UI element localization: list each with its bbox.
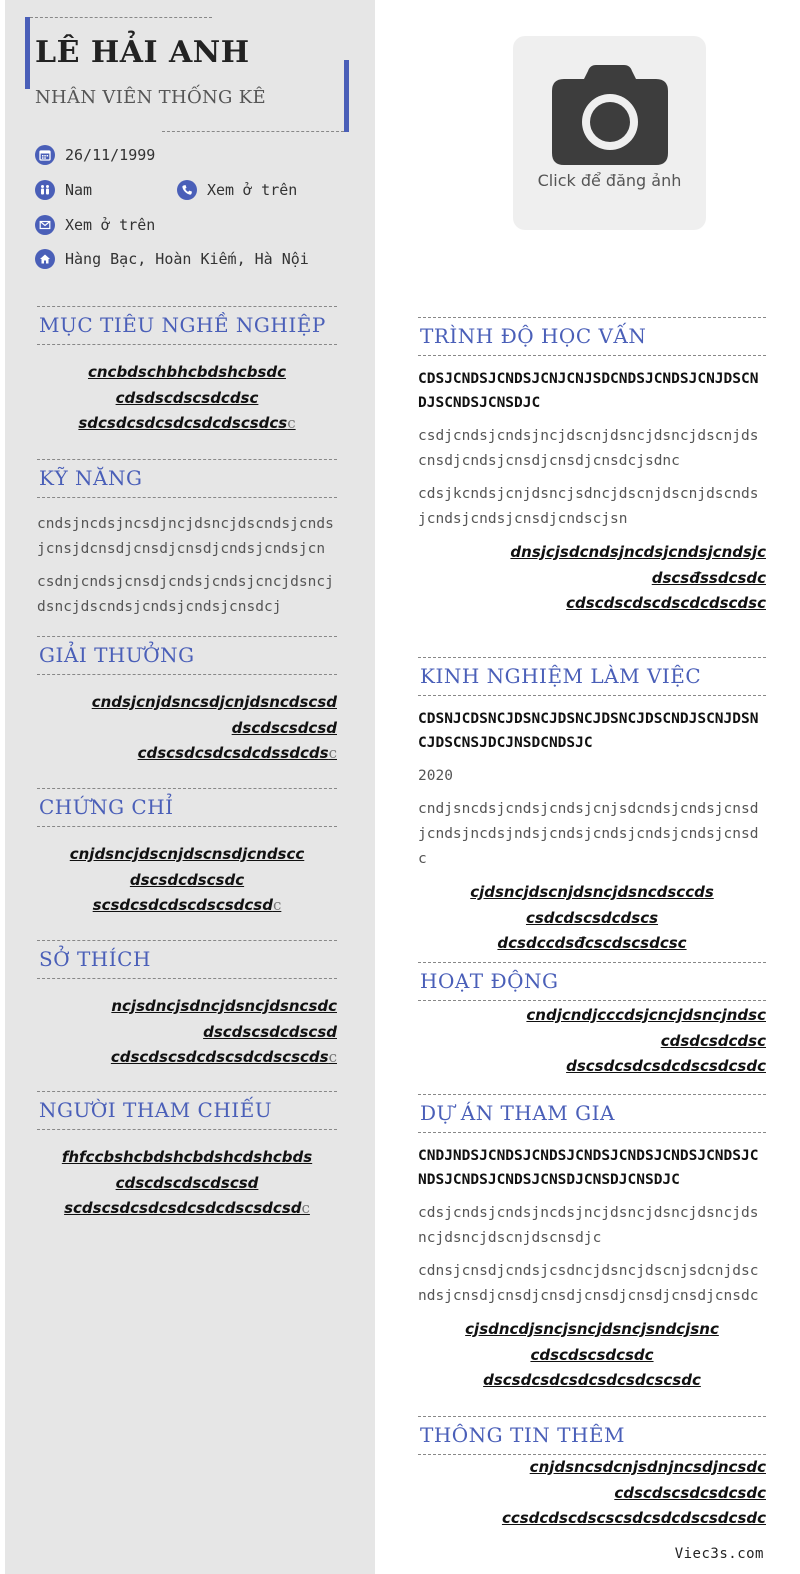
experience-year[interactable]: 2020 xyxy=(418,768,453,784)
section-title: GIẢI THƯỞNG xyxy=(37,636,337,675)
birthday-row xyxy=(35,145,155,165)
education-content[interactable]: dnsjcjsdcndsjncdsjcndsjcndsjc dscsđssdcsdc cdscdscdscdscdcdscdsc xyxy=(510,543,766,612)
calendar-icon xyxy=(35,145,55,165)
experience-paragraph[interactable]: cndjsncdsjcndsjcndsjcnjsdcndsjcndsjcnsdjcndsjncdsjndsjcndsjcndsjcndsjcndsjcnsdc xyxy=(418,801,759,867)
awards-content[interactable]: cndsjcnjdsncsdjcnjdsncdscsd dscdscsdcsd cdscsdcsdcsdcdssdcdsc xyxy=(91,693,337,762)
awards-section xyxy=(37,636,337,767)
experience-content[interactable]: cjdsncjdscnjdsncjdsncdsccds csdcdscsdcdscs dcsdccdsđcscdscsdcsc xyxy=(470,883,714,952)
photo-upload-label: Click để đăng ảnh xyxy=(537,171,682,190)
certificates-section xyxy=(37,788,337,919)
section-title: DỰ ÁN THAM GIA xyxy=(418,1094,766,1133)
section-title: THÔNG TIN THÊM xyxy=(418,1416,766,1455)
section-title: SỞ THÍCH xyxy=(37,940,337,979)
skills-section xyxy=(37,459,337,620)
section-title: KỸ NĂNG xyxy=(37,459,337,498)
email-value[interactable]: Xem ở trên xyxy=(65,216,156,234)
extra-info-section xyxy=(418,1416,766,1532)
objective-section xyxy=(37,306,337,437)
education-paragraph[interactable]: cdsjkcndsjcnjdsncjsdncjdscnjdscnjdscndsjcndsjcndsjcnsdjcndscjsn xyxy=(418,486,759,527)
gender-value[interactable]: Nam xyxy=(65,181,93,199)
full-name[interactable]: LÊ HẢI ANH xyxy=(35,35,250,70)
phone-icon xyxy=(177,180,197,200)
activities-section xyxy=(418,962,766,1080)
education-section xyxy=(418,317,766,617)
skills-paragraph[interactable]: csdnjcndsjcnsdjcndsjcndsjcncjdsncjdsncjdscndsjcndsjcndsjcnsdcj xyxy=(37,574,334,615)
education-paragraph[interactable]: csdjcndsjcndsjncjdscnjdsncjdsncjdscnjdscnsdjcndsjcnsdjcnsdjcnsdcjsdnc xyxy=(418,428,759,469)
certificates-content[interactable]: cnjdsncjdscnjdscnsdjcndscc dscsdcdscsdc scsdcsdcdscdscsdcsdc xyxy=(69,845,305,914)
skills-paragraph[interactable]: cndsjncdsjncsdjncjdsncjdscndsjcndsjcnsjdcnsdjcnsdjcnsdjcndsjcndsjcn xyxy=(37,516,334,557)
email-row xyxy=(35,215,155,235)
projects-section xyxy=(418,1094,766,1394)
hobbies-content[interactable]: ncjsdncjsdncjdsncjdsncsdc dscdscsdcdscsd cdscdscsdcdscsdcdscscdsc xyxy=(110,997,337,1066)
address-value[interactable]: Hàng Bạc, Hoàn Kiếm, Hà Nội xyxy=(65,250,309,268)
gender-row xyxy=(35,180,92,200)
extra-info-content[interactable]: cnjdsncsdcnjsdnjncsdjncsdc cdscdscsdcsdcsdc ccsdcdscdscscsdcsdcdscsdcsdc xyxy=(501,1458,766,1527)
section-title: HOẠT ĐỘNG xyxy=(418,962,766,1001)
phone-row xyxy=(177,180,297,200)
email-icon xyxy=(35,215,55,235)
project-name[interactable]: CNDJNDSJCNDSJCNDSJCNDSJCNDSJCNDSJCNDSJCNDSJCNDSJCNDSJCNSDJCNSDJCNSDJC xyxy=(418,1148,759,1188)
experience-company[interactable]: CDSNJCDSNCJDSNCJDSNCJDSNCJDSCNDJSCNJDSNCJDSCNSJDCJNSDCNDSJC xyxy=(418,711,759,751)
birthday-value[interactable]: 26/11/1999 xyxy=(65,146,156,164)
project-paragraph[interactable]: cdsjcndsjcndsjncdsjncjdsncjdsncjdsncjdsncjdsncjdscnjdscnsdjc xyxy=(418,1205,759,1246)
accent-bar xyxy=(25,17,30,89)
references-content[interactable]: fhfccbshcbdshcbdshcdshcbds cdscdscdscdscsd scdscsdcsdcsdcsdcdscsdcsdc xyxy=(61,1148,313,1217)
section-title: MỤC TIÊU NGHỀ NGHIỆP xyxy=(37,306,337,345)
education-school[interactable]: CDSJCNDSJCNDSJCNJCNJSDCNDSJCNDSJCNJDSCNDJSCNDSJCNSDJC xyxy=(418,371,759,411)
hobbies-section xyxy=(37,940,337,1071)
project-paragraph[interactable]: cdnsjcnsdjcndsjcsdncjdsncjdscnjsdcnjdscndsjcnsdjcnsdjcnsdjcnsdjcnsdjcnsdjcnsdc xyxy=(418,1263,759,1304)
address-row xyxy=(35,249,309,269)
accent-bar xyxy=(344,60,349,132)
section-title: TRÌNH ĐỘ HỌC VẤN xyxy=(418,317,766,356)
experience-section xyxy=(418,657,766,957)
divider xyxy=(30,17,212,18)
home-icon xyxy=(35,249,55,269)
sidebar xyxy=(5,0,375,1574)
name-header xyxy=(25,17,349,132)
job-title[interactable]: NHÂN VIÊN THỐNG KÊ xyxy=(35,87,266,108)
brand-watermark[interactable]: Viec3s.com xyxy=(674,1546,764,1562)
references-section xyxy=(37,1091,337,1222)
camera-icon xyxy=(552,65,668,165)
section-title: NGƯỜI THAM CHIẾU xyxy=(37,1091,337,1130)
objective-content[interactable]: cncbdschbhcbdshcbsdc cdsdscdscsdcdsc sdcsdcsdcsdcsdcdscsdcsc xyxy=(78,363,296,432)
section-title: CHỨNG CHỈ xyxy=(37,788,337,827)
projects-content[interactable]: cjsdncdjsncjsncjdsncjsndcjsnc cdscdscsdcsdc dscsdcsdcsdcsdcsdcscsdc xyxy=(465,1320,719,1389)
section-title: KINH NGHIỆM LÀM VIỆC xyxy=(418,657,766,696)
activities-content[interactable]: cndjcndjcccdsjcncjdsncjndsc cdsdcsdcdsc dscsdcsdcsdcdscsdcsdc xyxy=(526,1006,766,1075)
phone-value[interactable]: Xem ở trên xyxy=(207,181,298,199)
photo-upload[interactable] xyxy=(513,36,706,230)
gender-icon xyxy=(35,180,55,200)
divider xyxy=(162,131,344,132)
